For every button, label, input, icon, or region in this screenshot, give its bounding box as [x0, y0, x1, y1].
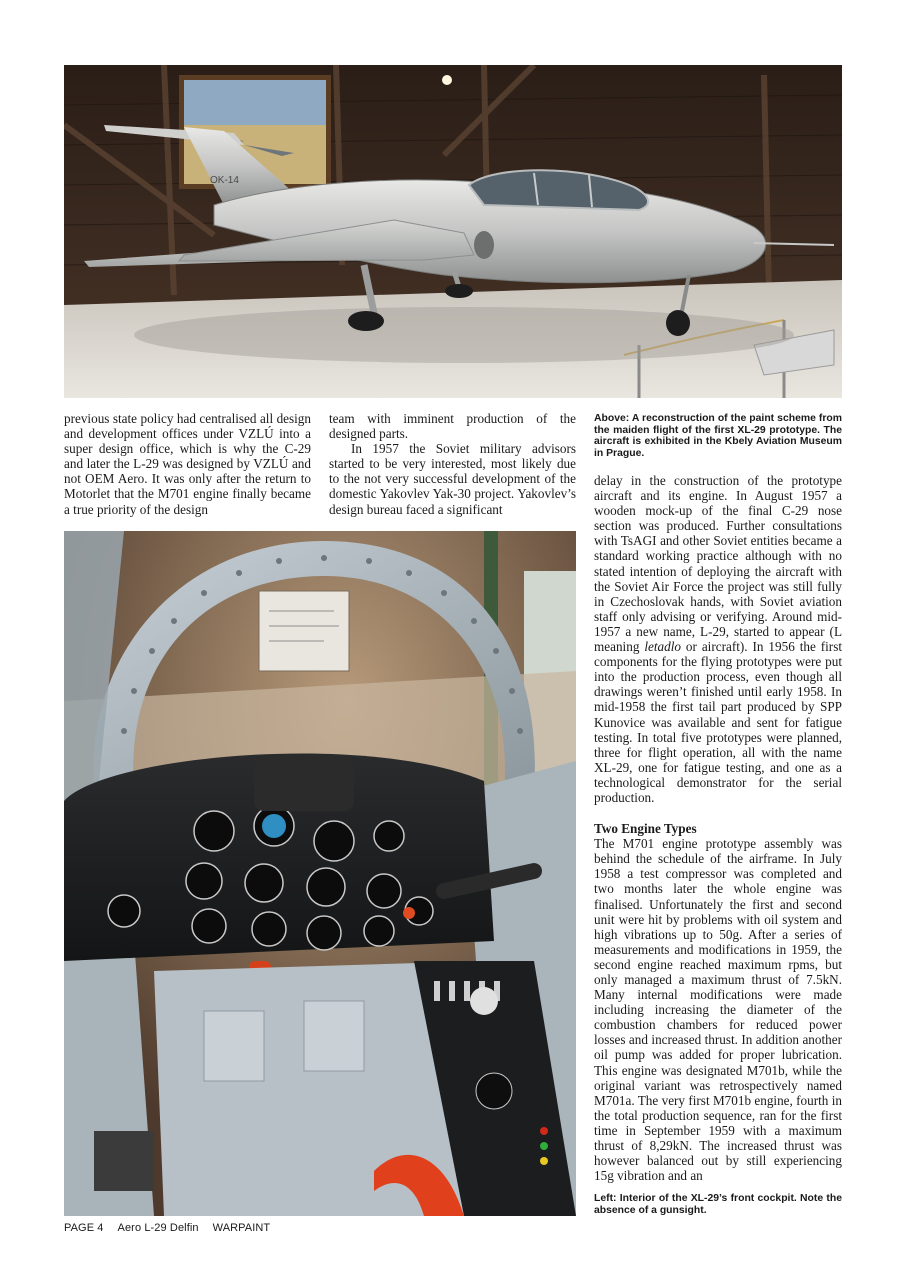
- text-run: delay in the construction of the prototype aircraft and its engine. In August 1957 a wooden mock-up of the final C-29 nose section was produced. Further consultations with TsAGI and other Soviet entities became a standard working practice although with no stated intention of deploying the aircraft with the Soviet Air Force the project was still fully in Czechoslovak hands, with Soviet aviation staff only advising or verifying. Around mid-1957 a new name, L-29, started to appear (L meaning: [594, 473, 842, 655]
- cockpit-photo: [64, 531, 576, 1216]
- paragraph: team with imminent production of the designed parts.: [329, 411, 576, 442]
- italic-term: letadlo: [644, 639, 681, 655]
- section-heading: Two Engine Types: [594, 821, 697, 837]
- paragraph: The M701 engine prototype assembly was behind the schedule of the airframe. In July 1958 a test compressor was completed and two months later the whole engine was finalised. Unfortunately the first and second unit were hit by problems with oil system and high vibrations up to 50g. After a series of measurements and modifications in 1959, the second engine reached maximum rpms, but only managed a maximum thrust of 7.5kN. Many internal modifications were made including increasing the diameter of the combustion chambers for reduced power losses and increased thrust. In addition another oil pump was added for proper lubrication. This engine was designated M701b, while the original variant was retrospectively named M701a. The very first M701b engine, fourth in the total production sequence, ran for the first time in September 1959 with a maximum thrust of 8,29kN. The increased thrust was however balanced out by still experiencing 15g vibration and an: [594, 836, 842, 1184]
- series-name: WARPAINT: [212, 1222, 271, 1234]
- paragraph: previous state policy had centralised all design and development offices under VZLÚ into a super design office, which is why the C-29 and later the L-29 was designed by VZLÚ and not OEM Aero. It was only after the return to Motorlet that the M701 engine finally became a true priority of the design: [64, 411, 311, 517]
- photo-caption-bottom: Left: Interior of the XL-29’s front cockpit. Note the absence of a gunsight.: [594, 1193, 842, 1216]
- photo-caption-top: Above: A reconstruction of the paint scheme from the maiden flight of the first XL-29 prototype. The aircraft is exhibited in the Kbely Aviation Museum in Prague.: [594, 413, 842, 459]
- aircraft-photo-illustration: [64, 65, 842, 398]
- page-footer: [64, 1222, 284, 1234]
- book-title: Aero L-29 Delfin: [117, 1222, 199, 1234]
- text-column-3: [594, 473, 842, 1183]
- tail-code: OK-14: [210, 175, 239, 186]
- text-column-1: [64, 411, 311, 517]
- text-run: or aircraft). In 1956 the first components for the flying prototypes were put into the production process, even though all drawings weren’t finished until early 1958. In mid-1958 the first tail part produced by SPP Kunovice was available and sent for fatigue testing. In total five prototypes were planned, three for flight operation, all with the name XL-29, one for fatigue testing, and one as a technological demonstrator for the serial production.: [594, 639, 842, 805]
- paragraph: In 1957 the Soviet military advisors started to be very interested, most likely due to the not very successful development of the domestic Yakovlev Yak-30 project. Yakovlev’s design bureau faced a significant: [329, 441, 576, 517]
- paragraph: [594, 473, 842, 805]
- aircraft-photo: [64, 65, 842, 398]
- cockpit-photo-illustration: [64, 531, 576, 1216]
- text-column-2: [329, 411, 576, 517]
- page-number: PAGE 4: [64, 1222, 104, 1234]
